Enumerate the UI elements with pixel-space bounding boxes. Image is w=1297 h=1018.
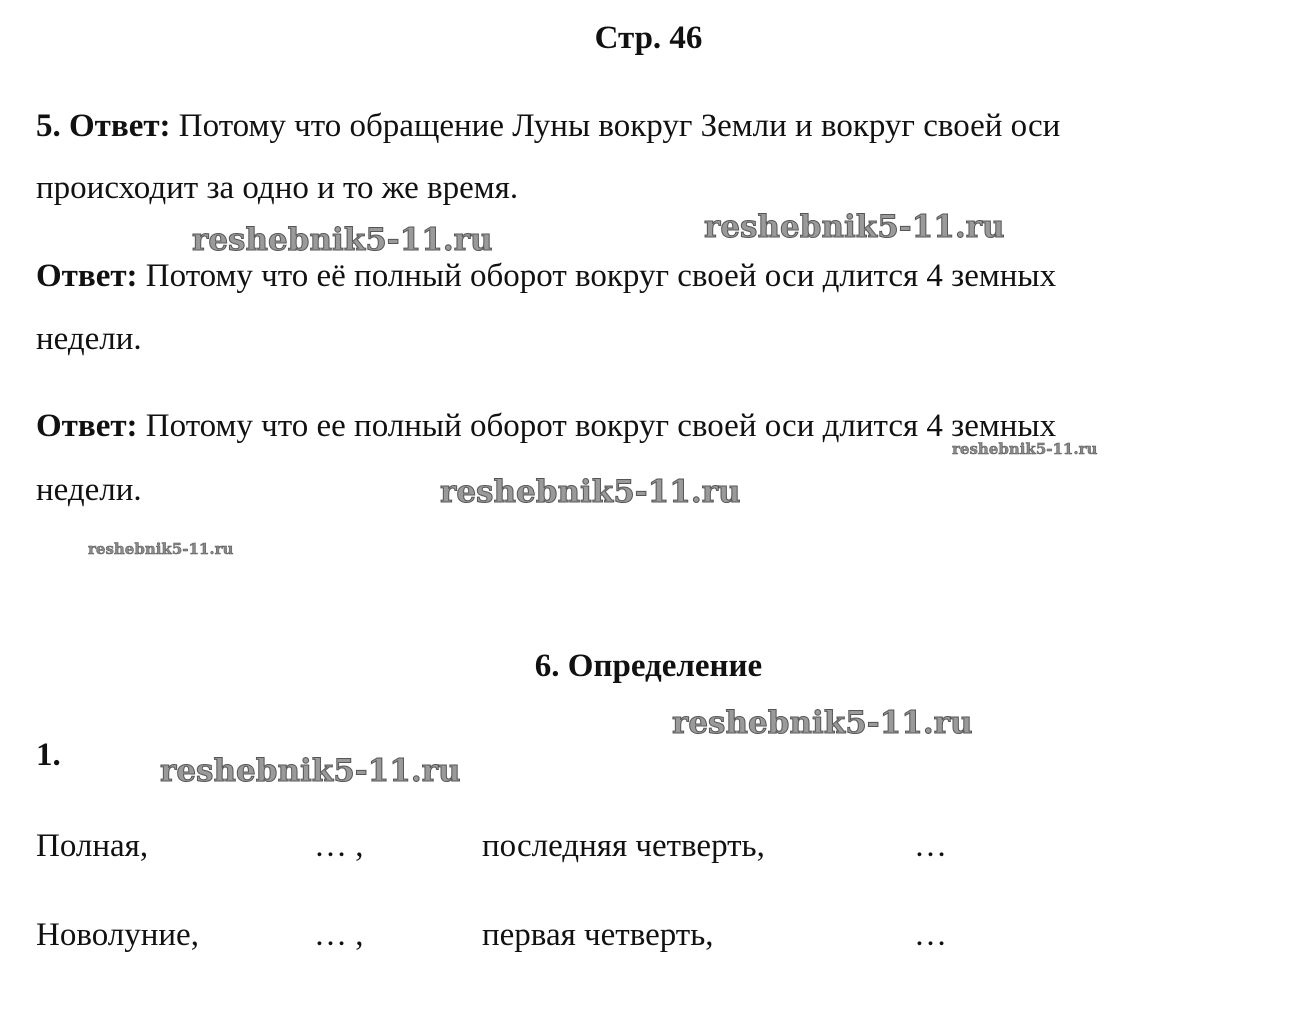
watermark-text: reshebnik5-11.ru — [704, 209, 1005, 245]
answer-b-text-line2: недели. — [36, 321, 142, 357]
row-2-col-3: первая четверть, — [482, 917, 714, 953]
answer-c-line1 — [36, 406, 1056, 446]
answer-5-text-line2: происходит за одно и то же время. — [36, 170, 519, 206]
answer-b-text-line1: Потому что её полный оборот вокруг своей оси длится 4 земных — [137, 258, 1057, 294]
row-1-col-3: последняя четверть, — [482, 828, 765, 864]
row-2-col-2: … , — [314, 917, 364, 953]
section-6-heading: 6. Определение — [534, 648, 763, 684]
watermark-text: reshebnik5-11.ru — [440, 474, 741, 510]
answer-c-text-line2: недели. — [36, 472, 142, 508]
watermark-text: reshebnik5-11.ru — [192, 222, 493, 258]
answer-c-text-line1: Потому что ее полный оборот вокруг своей оси длится 4 земных — [137, 408, 1057, 444]
watermark-text: reshebnik5-11.ru — [160, 753, 461, 789]
row-2-col-1: Новолуние, — [36, 917, 199, 953]
row-2-col-4: … — [914, 917, 947, 953]
answer-b-line1 — [36, 256, 1056, 296]
row-1-col-1: Полная, — [36, 828, 149, 864]
answer-b-label: Ответ: — [36, 258, 138, 294]
item-number: 1. — [36, 737, 61, 773]
row-1-col-4: … — [914, 828, 947, 864]
watermark-text: reshebnik5-11.ru — [88, 540, 234, 558]
answer-5-line1 — [36, 106, 1060, 146]
answer-5-text-line1: Потому что обращение Луны вокруг Земли и вокруг своей оси — [170, 108, 1061, 144]
watermark-text: reshebnik5-11.ru — [952, 440, 1098, 458]
answer-c-label: Ответ: — [36, 408, 138, 444]
row-1-col-2: … , — [314, 828, 364, 864]
answer-5-label: 5. Ответ: — [36, 108, 171, 144]
watermark-text: reshebnik5-11.ru — [672, 705, 973, 741]
page-title: Стр. 46 — [594, 20, 703, 56]
